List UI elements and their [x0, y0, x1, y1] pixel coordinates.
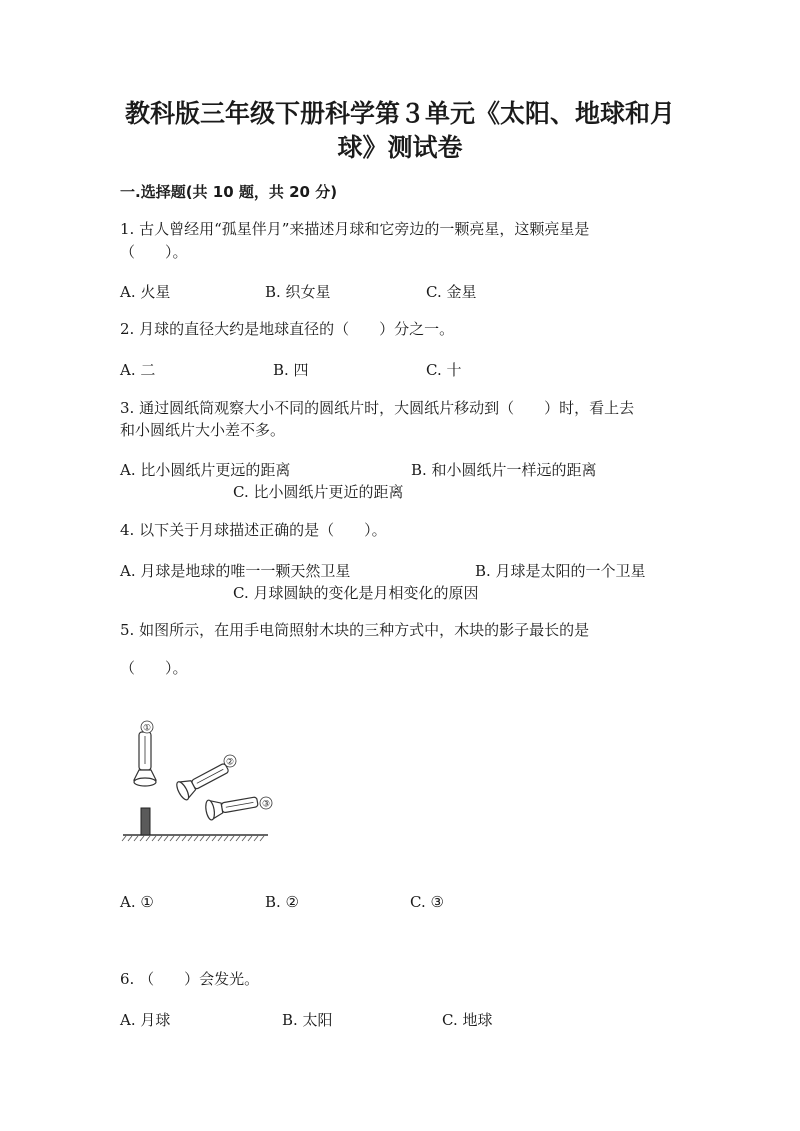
question-4-stem: 4. 以下关于月球描述正确的是（ ）。: [120, 521, 387, 539]
exam-title-line2: 球》测试卷: [337, 133, 463, 162]
question-6-option-a: A. 月球: [120, 1011, 171, 1029]
question-5-option-a: A. ①: [120, 893, 154, 911]
question-5-stem: 5. 如图所示，在用手电筒照射木块的三种方式中，木块的影子最长的是: [120, 621, 590, 639]
question-1-stem: 1. 古人曾经用“孤星伴月”来描述月球和它旁边的一颗亮星，这颗亮星是: [120, 220, 590, 238]
question-2-option-b: B. 四: [273, 361, 309, 379]
flashlight-2: [174, 759, 231, 802]
question-6-option-b: B. 太阳: [282, 1011, 333, 1029]
question-1-stem-cont: （ ）。: [120, 243, 188, 261]
flashlight-1: [134, 732, 156, 786]
wooden-block: [141, 808, 150, 835]
flashlight-1-label: ①: [142, 723, 152, 734]
exam-title-line1: 教科版三年级下册科学第３单元《太阳、地球和月: [124, 99, 675, 128]
question-4-option-a: A. 月球是地球的唯一一颗天然卫星: [120, 562, 351, 580]
ground-hatching: [122, 836, 264, 841]
question-5-stem-cont: （ ）。: [120, 659, 188, 677]
question-6-stem: 6. （ ）会发光。: [120, 970, 260, 988]
question-5-option-c: C. ③: [410, 893, 444, 911]
flashlight-figure: [118, 716, 278, 846]
question-3-option-b: B. 和小圆纸片一样远的距离: [411, 461, 597, 479]
question-1-option-c: C. 金星: [426, 283, 477, 301]
question-2-stem: 2. 月球的直径大约是地球直径的（ ）分之一。: [120, 320, 455, 338]
question-3-stem: 3. 通过圆纸筒观察大小不同的圆纸片时，大圆纸片移动到（ ）时，看上去: [120, 399, 635, 417]
question-4-option-b: B. 月球是太阳的一个卫星: [475, 562, 646, 580]
question-3-option-c: C. 比小圆纸片更近的距离: [233, 483, 404, 501]
question-2-option-a: A. 二: [120, 361, 156, 379]
question-5-option-b: B. ②: [265, 893, 300, 911]
flashlight-3-label: ③: [261, 799, 271, 810]
section-heading: 一.选择题(共 10 题，共 20 分): [120, 183, 338, 201]
question-6-option-c: C. 地球: [442, 1011, 493, 1029]
question-2-option-c: C. 十: [426, 361, 462, 379]
flashlight-3: [204, 792, 259, 821]
question-4-option-c: C. 月球圆缺的变化是月相变化的原因: [233, 584, 479, 602]
flashlight-2-label: ②: [225, 757, 235, 768]
question-1-option-b: B. 织女星: [265, 283, 331, 301]
question-1-option-a: A. 火星: [120, 283, 171, 301]
question-3-stem-cont: 和小圆纸片大小差不多。: [120, 421, 286, 439]
question-3-option-a: A. 比小圆纸片更远的距离: [120, 461, 291, 479]
